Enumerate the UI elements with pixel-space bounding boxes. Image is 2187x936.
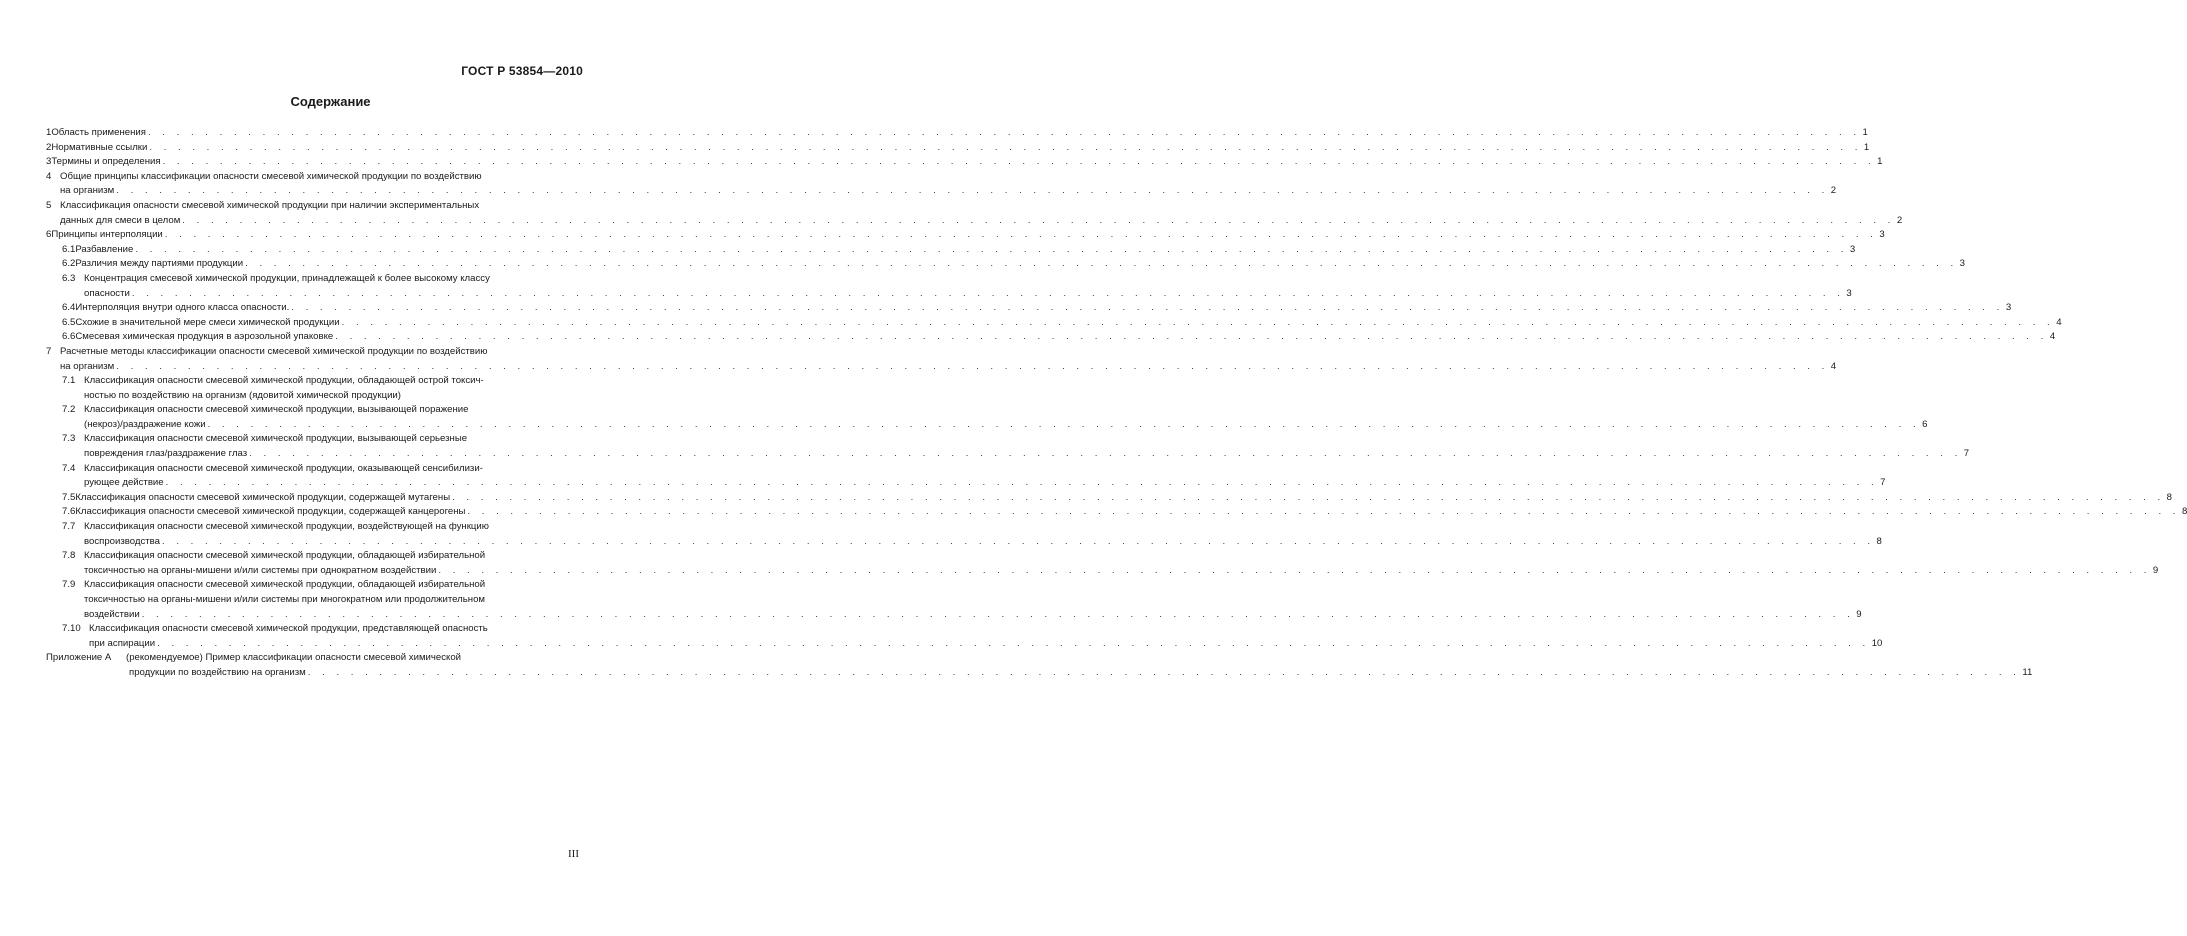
dot-leader: . . . . . . . . . . . . . . . . . . . . . . . . . . . . . . . . . . . . . . . . . . . . . . . . . . . . . . . . . . . . . . . . . . . . . . . . . . . . . . . . . . . . . . . . . . . . . . . . . . . . . . . . . . . . . . . . . . . . . . . .: [135, 243, 1848, 255]
toc-entry-number: 6.2: [62, 258, 76, 270]
dot-leader: . . . . . . . . . . . . . . . . . . . . . . . . . . . . . . . . . . . . . . . . . . . . . . . . . . . . . . . . . . . . . . . . . . . . . . . . . . . . . . . . . . . . . . . . . . . . . . . . . . . . . . . . . . . . . . . . . . . . . . . .: [157, 637, 1870, 649]
toc-entry[interactable]: [46, 155, 1883, 170]
toc-entry-number: 6.6: [62, 331, 76, 343]
toc-entry-title: воздействии: [84, 608, 142, 623]
toc-entry[interactable]: [46, 126, 1868, 141]
toc-entry[interactable]: [46, 549, 2159, 578]
toc-entry-number: 3: [46, 156, 52, 168]
toc-entry-title: Расчетные методы классификации опасности смесевой химической продукции по воздействию: [60, 345, 488, 357]
toc-entry-number: 7.8: [62, 550, 76, 562]
dot-leader: . . . . . . . . . . . . . . . . . . . . . . . . . . . . . . . . . . . . . . . . . . . . . . . . . . . . . . . . . . . . . . . . . . . . . . . . . . . . . . . . . . . . . . . . . . . . . . . . . . . . . . . . . . . . . . . . . . . . . . . .: [147, 127, 1861, 138]
toc-entry-number: 7.4: [62, 462, 76, 474]
dot-leader: . . . . . . . . . . . . . . . . . . . . . . . . . . . . . . . . . . . . . . . . . . . . . . . . . . . . . . . . . . . . . . . . . . . . . . . . . . . . . . . . . . . . . . . . . . . . . . . . . . . . . . . . . . . . . . . . . . . . . . . .: [182, 214, 1895, 226]
toc-entry-title: Классификация опасности смесевой химической продукции, вызывающей поражение: [84, 404, 469, 416]
toc-entry-number: 6.3: [62, 272, 76, 284]
dot-leader: . . . . . . . . . . . . . . . . . . . . . . . . . . . . . . . . . . . . . . . . . . . . . . . . . . . . . . . . . . . . . . . . . . . . . . . . . . . . . . . . . . . . . . . . . . . . . . . . . . . . . . . . . . . . . . . . . . . . . . . .: [141, 608, 1855, 620]
toc-entry-title: Классификация опасности смесевой химической продукции, обладающей острой токсич-: [84, 375, 484, 387]
dot-leader: . . . . . . . . . . . . . . . . . . . . . . . . . . . . . . . . . . . . . . . . . . . . . . . . . . . . . . . . . . . . . . . . . . . . . . . . . . . . . . . . . . . . . . . . . . . . . . . . . . . . . . . . . . . . . . . . . . . . . . . .: [291, 302, 2004, 314]
dot-leader: . . . . . . . . . . . . . . . . . . . . . . . . . . . . . . . . . . . . . . . . . . . . . . . . . . . . . . . . . . . . . . . . . . . . . . . . . . . . . . . . . . . . . . . . . . . . . . . . . . . . . . . . . . . . . . . . . . . . . . . .: [207, 418, 1921, 430]
toc-entry-title: токсичностью на органы-мишени и/или системы при многократном или продолжительном: [84, 594, 486, 605]
dot-leader: . . . . . . . . . . . . . . . . . . . . . . . . . . . . . . . . . . . . . . . . . . . . . . . . . . . . . . . . . . . . . . . . . . . . . . . . . . . . . . . . . . . . . . . . . . . . . . . . . . . . . . . . . . . . . . . . . . . . . . . .: [161, 535, 1875, 547]
toc-entry-number: 7.7: [62, 521, 76, 533]
toc-entry-title: Классификация опасности смесевой химической продукции, обладающей избирательной: [84, 579, 486, 591]
toc-entry-number: 7.6: [62, 506, 76, 518]
toc-page-number: 7: [1963, 448, 1970, 460]
toc-entry-title: опасности: [84, 287, 132, 302]
toc-entry-title: на организм: [60, 184, 116, 199]
toc-entry-title: данных для смеси в целом: [60, 214, 182, 229]
toc-entry[interactable]: [46, 243, 1856, 258]
toc-entry[interactable]: [46, 520, 1882, 549]
dot-leader: . . . . . . . . . . . . . . . . . . . . . . . . . . . . . . . . . . . . . . . . . . . . . . . . . . . . . . . . . . . . . . . . . . . . . . . . . . . . . . . . . . . . . . . . . . . . . . . . . . . . . . . . . . . . . . . . . . . . . . . .: [116, 185, 1829, 197]
toc-entry[interactable]: [46, 330, 2056, 345]
toc-entry-title: Классификация опасности смесевой химической продукции, обладающей избирательной: [84, 550, 486, 562]
dot-leader: . . . . . . . . . . . . . . . . . . . . . . . . . . . . . . . . . . . . . . . . . . . . . . . . . . . . . . . . . . . . . . . . . . . . . . . . . . . . . . . . . . . . . . . . . . . . . . . . . . . . . . . . . . . . . . . . . . . . . . . .: [335, 331, 2048, 343]
toc-page-number: 3: [2005, 302, 2012, 314]
dot-leader: . . . . . . . . . . . . . . . . . . . . . . . . . . . . . . . . . . . . . . . . . . . . . . . . . . . . . . . . . . . . . . . . . . . . . . . . . . . . . . . . . . . . . . . . . . . . . . . . . . . . . . . . . . . . . . . . . . . . . . . .: [162, 156, 1876, 168]
toc-page-number: 8: [2181, 506, 2187, 518]
dot-leader: . . . . . . . . . . . . . . . . . . . . . . . . . . . . . . . . . . . . . . . . . . . . . . . . . . . . . . . . . . . . . . . . . . . . . . . . . . . . . . . . . . . . . . . . . . . . . . . . . . . . . . . . . . . . . . . . . . . . . . . .: [467, 506, 2180, 518]
dot-leader: . . . . . . . . . . . . . . . . . . . . . . . . . . . . . . . . . . . . . . . . . . . . . . . . . . . . . . . . . . . . . . . . . . . . . . . . . . . . . . . . . . . . . . . . . . . . . . . . . . . . . . . . . . . . . . . . . . . . . . . .: [452, 491, 2165, 503]
toc-entry[interactable]: [46, 578, 1862, 622]
toc-entry-number: Приложение А: [46, 652, 112, 664]
page-number: III: [568, 848, 579, 860]
toc-entry[interactable]: [46, 432, 1970, 461]
toc-entry[interactable]: [46, 505, 2187, 520]
toc-entry-title: Классификация опасности смесевой химической продукции, воздействующей на функцию: [84, 521, 489, 533]
dot-leader: . . . . . . . . . . . . . . . . . . . . . . . . . . . . . . . . . . . . . . . . . . . . . . . . . . . . . . . . . . . . . . . . . . . . . . . . . . . . . . . . . . . . . . . . . . . . . . . . . . . . . . . . . . . . . . . . . . . . . . . .: [149, 141, 1862, 153]
toc-page-number: 9: [1856, 608, 1862, 620]
toc-entry-title: Разбавление: [75, 243, 135, 258]
toc-entry-number: 7.3: [62, 433, 76, 445]
page-title: Содержание: [290, 94, 371, 109]
toc-entry[interactable]: [46, 170, 1837, 199]
toc-entry-number: 5: [46, 199, 52, 211]
toc-entry-number: 7.5: [62, 491, 76, 503]
toc-entry-title: Смесевая химическая продукция в аэрозольной упаковке: [75, 330, 335, 345]
toc-entry-number: 1: [46, 127, 52, 138]
toc-entry-number: 6.5: [62, 316, 76, 328]
toc-entry-title: Область применения: [51, 126, 148, 141]
toc-entry[interactable]: [46, 228, 1885, 243]
toc-entry-number: 7.2: [62, 404, 76, 416]
dot-leader: . . . . . . . . . . . . . . . . . . . . . . . . . . . . . . . . . . . . . . . . . . . . . . . . . . . . . . . . . . . . . . . . . . . . . . . . . . . . . . . . . . . . . . . . . . . . . . . . . . . . . . . . . . . . . . . . . . . . . . . .: [249, 448, 1962, 460]
toc-page-number: 9: [2152, 564, 2159, 576]
toc-entry-number: 7.10: [62, 623, 81, 635]
toc-entry-title: воспроизводства: [84, 535, 162, 550]
toc-entry-title: рующее действие: [84, 476, 166, 491]
toc-page-number: 4: [1830, 360, 1837, 372]
toc-page-number: 3: [1846, 287, 1852, 299]
dot-leader: . . . . . . . . . . . . . . . . . . . . . . . . . . . . . . . . . . . . . . . . . . . . . . . . . . . . . . . . . . . . . . . . . . . . . . . . . . . . . . . . . . . . . . . . . . . . . . . . . . . . . . . . . . . . . . . . . . . . . . . .: [341, 316, 2055, 328]
toc-entry-title: Классификация опасности смесевой химической продукции, содержащей канцерогены: [75, 505, 467, 520]
toc-page-number: 1: [1863, 141, 1870, 153]
dot-leader: . . . . . . . . . . . . . . . . . . . . . . . . . . . . . . . . . . . . . . . . . . . . . . . . . . . . . . . . . . . . . . . . . . . . . . . . . . . . . . . . . . . . . . . . . . . . . . . . . . . . . . . . . . . . . . . . . . . . . . . .: [307, 666, 2021, 678]
toc-entry-title: (некроз)/раздражение кожи: [84, 418, 208, 433]
toc-entry-number: 7.1: [62, 375, 76, 387]
toc-page-number: 6: [1922, 418, 1928, 430]
toc-entry-title: продукции по воздействию на организм: [129, 666, 308, 681]
toc-page-number: 8: [2166, 491, 2172, 503]
toc-entry[interactable]: [46, 199, 1903, 228]
toc-entry-title: Различия между партиями продукции: [75, 257, 245, 272]
toc-entry[interactable]: [46, 301, 2012, 316]
toc-entry-title: Принципы интерполяции: [51, 228, 164, 243]
toc-page-number: 11: [2022, 666, 2033, 678]
toc-entry-title: Классификация опасности смесевой химической продукции, вызывающей серьезные: [84, 433, 468, 445]
toc-entry[interactable]: [46, 651, 2033, 680]
toc-page-number: 7: [1880, 477, 1886, 489]
toc-entry[interactable]: [46, 141, 1870, 156]
toc-page-number: 4: [2049, 331, 2056, 343]
toc-entry-title: повреждения глаз/раздражение глаз: [84, 447, 249, 462]
toc-entry-number: 6.4: [62, 302, 76, 314]
document-code: ГОСТ Р 53854—2010: [461, 64, 583, 78]
toc-entry-title: Классификация опасности смесевой химической продукции при наличии экспериментальных: [60, 199, 480, 211]
toc-entry-number: 7.9: [62, 579, 76, 591]
toc-page-number: 10: [1871, 637, 1883, 649]
toc-entry-number: 6: [46, 229, 52, 241]
toc-entry-title: токсичностью на органы-мишени и/или системы при однократном воздействии: [84, 564, 438, 579]
dot-leader: . . . . . . . . . . . . . . . . . . . . . . . . . . . . . . . . . . . . . . . . . . . . . . . . . . . . . . . . . . . . . . . . . . . . . . . . . . . . . . . . . . . . . . . . . . . . . . . . . . . . . . . . . . . . . . . . . . . . . . . .: [438, 564, 2151, 576]
toc-page-number: 1: [1862, 127, 1868, 138]
toc-entry-title: Классификация опасности смесевой химической продукции, оказывающей сенсибилизи-: [84, 462, 483, 474]
dot-leader: . . . . . . . . . . . . . . . . . . . . . . . . . . . . . . . . . . . . . . . . . . . . . . . . . . . . . . . . . . . . . . . . . . . . . . . . . . . . . . . . . . . . . . . . . . . . . . . . . . . . . . . . . . . . . . . . . . . . . . . .: [116, 360, 1829, 372]
dot-leader: . . . . . . . . . . . . . . . . . . . . . . . . . . . . . . . . . . . . . . . . . . . . . . . . . . . . . . . . . . . . . . . . . . . . . . . . . . . . . . . . . . . . . . . . . . . . . . . . . . . . . . . . . . . . . . . . . . . . . . . .: [164, 229, 1878, 241]
toc-page-number: 2: [1896, 214, 1903, 226]
toc-entry[interactable]: [46, 403, 1928, 432]
toc-entry[interactable]: [46, 462, 1886, 491]
toc-entry[interactable]: [46, 622, 1883, 651]
toc-entry-title: Классификация опасности смесевой химической продукции, содержащей мутагены: [75, 491, 452, 506]
toc-entry-title: Интерполяция внутри одного класса опасности.: [75, 301, 291, 316]
dot-leader: . . . . . . . . . . . . . . . . . . . . . . . . . . . . . . . . . . . . . . . . . . . . . . . . . . . . . . . . . . . . . . . . . . . . . . . . . . . . . . . . . . . . . . . . . . . . . . . . . . . . . . . . . . . . . . . . . . . . . . . .: [245, 258, 1958, 270]
toc-entry-title: Термины и определения: [51, 155, 162, 170]
toc-entry[interactable]: [46, 345, 1837, 374]
toc-entry[interactable]: [46, 374, 583, 403]
toc-page-number: 8: [1876, 535, 1882, 547]
table-of-contents: [46, 126, 2187, 681]
toc-entry-title: (рекомендуемое) Пример классификации опасности смесевой химической: [126, 652, 462, 664]
toc-page-number: 4: [2056, 316, 2062, 328]
toc-entry[interactable]: [46, 316, 2062, 331]
toc-page-number: 3: [1879, 229, 1885, 241]
toc-page-number: 1: [1877, 156, 1883, 168]
toc-entry-title: Концентрация смесевой химической продукции, принадлежащей к более высокому классу: [84, 272, 490, 284]
toc-entry-title: Схожие в значительной мере смеси химической продукции: [75, 316, 341, 331]
toc-entry[interactable]: [46, 257, 1965, 272]
toc-entry-number: 7: [46, 345, 52, 357]
toc-entry-number: 6.1: [62, 243, 76, 255]
toc-page-number: 3: [1959, 258, 1965, 270]
toc-entry-title: ностью по воздействию на организм (ядовитой химической продукции): [84, 389, 401, 401]
toc-entry-title: на организм: [60, 360, 116, 375]
toc-page-number: 2: [1830, 185, 1837, 197]
dot-leader: . . . . . . . . . . . . . . . . . . . . . . . . . . . . . . . . . . . . . . . . . . . . . . . . . . . . . . . . . . . . . . . . . . . . . . . . . . . . . . . . . . . . . . . . . . . . . . . . . . . . . . . . . . . . . . . . . . . . . . . .: [165, 477, 1879, 489]
toc-entry-number: 2: [46, 141, 52, 153]
toc-entry-title: Нормативные ссылки: [51, 141, 149, 156]
toc-entry[interactable]: [46, 491, 2172, 506]
toc-entry-title: Общие принципы классификации опасности смесевой химической продукции по воздействию: [60, 170, 482, 182]
toc-entry[interactable]: [46, 272, 1852, 301]
dot-leader: . . . . . . . . . . . . . . . . . . . . . . . . . . . . . . . . . . . . . . . . . . . . . . . . . . . . . . . . . . . . . . . . . . . . . . . . . . . . . . . . . . . . . . . . . . . . . . . . . . . . . . . . . . . . . . . . . . . . . . . .: [131, 287, 1845, 299]
toc-page-number: 3: [1849, 243, 1856, 255]
toc-entry-title: при аспирации: [89, 637, 157, 652]
toc-entry-number: 4: [46, 170, 52, 182]
toc-entry-title: Классификация опасности смесевой химической продукции, представляющей опасность: [89, 623, 488, 635]
